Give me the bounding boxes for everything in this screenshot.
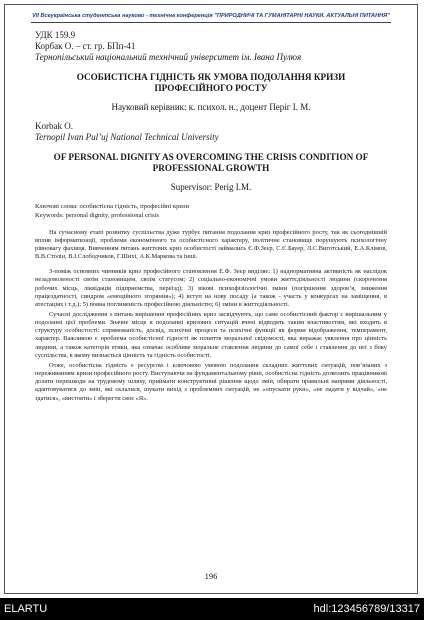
- document-page: [4, 4, 418, 594]
- udc-code: УДК 159.9: [35, 29, 76, 40]
- title-ua: ОСОБИСТІСНА ГІДНІСТЬ ЯК УМОВА ПОДОЛАННЯ КРИЗИ ПРОФЕСІЙНОГО РОСТУ: [76, 71, 346, 93]
- handle-identifier: hdl:123456789/13317: [313, 603, 420, 615]
- title-en: OF PERSONAL DIGNITY AS OVERCOMING THE CRISIS CONDITION OF PROFESSIONAL GROWTH: [53, 151, 369, 173]
- affiliation-en: Ternopil Ivan Pul’uj National Technical University: [35, 131, 219, 142]
- paragraph: Сучасні дослідження з питань вирішення професійних криз засвідчують, що саме особистісний фактор є вирішальним у подоланні цієї проблеми. Значне місце в подоланні кризових ситуацій вчені відводять таким властивостям, які входять в структуру особистості: спрямованість, досвід, психічні процеси та психічні функції як форми відображення, темперамент, характер. Важливою є проблема особистісної гідності як поняття моральної свідомості, яка виражає уявлення про цінність людини, а також категорія етики, яка означає особливе моральне ставлення людини до самої себе і ставлення до неї з боку суспільства, в якому визнається цінність та гідність особистості.: [35, 311, 387, 359]
- keywords-en: Keywords: personal dignity, professional crisis: [35, 211, 159, 219]
- author-en: Korbak O.: [35, 120, 73, 131]
- page-number: 196: [204, 571, 218, 581]
- paragraph: З-поміж основних чинників криз професійного становлення Е.Ф. Зеєр виділяє: 1) наднормативна активність як наслідок незадоволеності своїм становищем, своїм статусом; 2) соціально-економічні умови життєдіяльності людини (скорочення робочих місць, ліквідація підприємства, переїзд); 3) вікові психофізіологічні зміни (погіршення здоров’я, зниження працездатності, синдром «емоційного згоряння»); 4) вступ на нову посаду (а також - участь у конкурсах на заміщення, в атестаціях і т.д.); 5) повна поглиненість професійною діяльністю; 6) зміни в життєдіяльності.: [35, 268, 387, 308]
- paragraph: Отже, особистісна гідність є ресурсом і ключовою умовою подолання складних життєвих ситуацій, пов’язаних з переживанням кризи професійного росту. Виступаючи на фундаментальному рівні, особистісна гідність дозволить працівникові долати перешкоди на трудовому шляху, приймати конструктивні рішення щодо змін, обирати правильні напрями діяльності, адаптовуватися до змін, які склалися, шукати вихід з проблемних ситуацій, не «опускати руки», «не падати у відчай», «не здатися», «вистояти» і зберегти своє «Я».: [35, 361, 387, 402]
- article-content: [5, 23, 417, 403]
- conference-header: VII Всеукраїнська студентська науково - технічна конференція "ПРИРОДНИЧІ ТА ГУМАНІТАРНІ НАУКИ. АКТУАЛЬНІ ПИТАННЯ": [32, 13, 390, 19]
- repository-name: ELARTU: [4, 603, 48, 615]
- repository-footer: [0, 598, 424, 620]
- affiliation-ua: Тернопільський національний технічний університет ім. Івана Пулюя: [35, 51, 302, 62]
- paragraph: На сучасному етапі розвитку суспільства дуже турбує питання подолання криз професійного росту, так як сьогоднішній вплив інформатизації, проблеми економічного та особистісного характеру, політичне становище порушують психологічну рівновагу фахівця. Вивченням питань життєвих криз особистості займались Є.Ф.Зеєр, С.Є.Бауер, Л.С.Виготський, Е.А.Клімов, В.В.Столін, В.І.Слободчиков, Г.Шихі, А.К.Маркова та інші.: [35, 228, 387, 261]
- keywords-ua: Ключові слова: особистісна гідність, професійні кризи: [35, 202, 190, 210]
- supervisor-ua: Науковий керівник: к. психол. н., доцент Періг І. М.: [111, 101, 311, 112]
- supervisor-en: Supervisor: Perig I.M.: [170, 181, 252, 192]
- author-ua: Корбак О. – ст. гр. БПп-41: [35, 40, 136, 51]
